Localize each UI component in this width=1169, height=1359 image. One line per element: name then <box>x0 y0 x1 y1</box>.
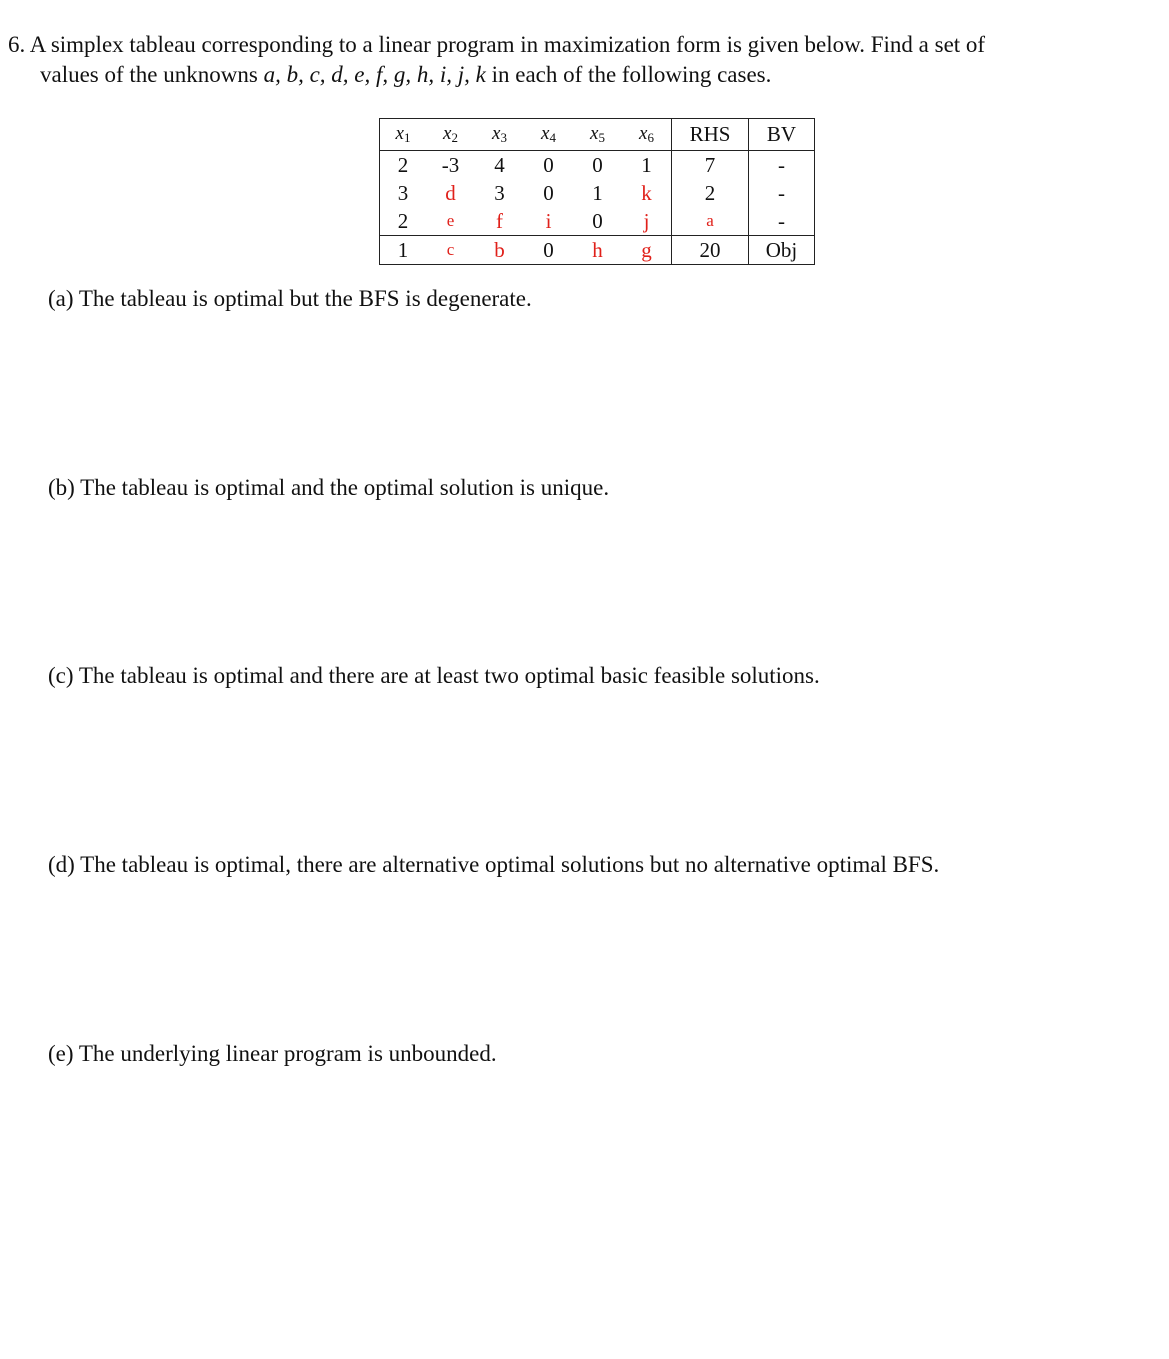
unknown-cell-k: k <box>641 180 652 205</box>
tableau-objective-row <box>380 236 815 265</box>
objective-value-cell: 20 <box>672 236 749 265</box>
cell: 2 <box>380 151 427 180</box>
bv-cell: - <box>749 207 815 236</box>
cell: 1 <box>380 236 427 265</box>
tableau-row-3 <box>380 207 815 236</box>
part-text: The underlying linear program is unbounded. <box>78 1041 497 1066</box>
cell: 3 <box>380 179 427 207</box>
part-b <box>48 473 609 503</box>
cell: -3 <box>441 152 460 177</box>
part-a <box>48 284 532 314</box>
cell: 1 <box>592 180 603 205</box>
cell: 4 <box>494 152 505 177</box>
rhs-cell: 7 <box>672 151 749 180</box>
header-x3: $x_3$ <box>475 119 524 151</box>
part-label: (b) <box>48 475 75 500</box>
part-label: (a) <box>48 286 74 311</box>
question-text <box>8 30 1163 90</box>
unknowns-list: a, b, c, d, e, f, g, h, i, j, k <box>263 62 486 87</box>
part-d <box>48 850 939 880</box>
question-number: 6. <box>8 32 26 57</box>
part-text: The tableau is optimal and there are at least two optimal basic feasible solutions. <box>78 663 820 688</box>
header-x6: $x_6$ <box>622 119 672 151</box>
tableau-row-2 <box>380 179 815 207</box>
header-bv: BV <box>749 119 815 151</box>
header-x5: $x_5$ <box>573 119 622 151</box>
tableau-header-row <box>380 119 815 151</box>
obj-label-cell: Obj <box>749 236 815 265</box>
question-line1-text: A simplex tableau corresponding to a linear program in maximization form is given below. Find a set of <box>29 32 986 57</box>
question-line-1 <box>8 30 1163 60</box>
unknown-cell-d: d <box>445 180 456 205</box>
bv-cell: - <box>749 151 815 180</box>
part-text: The tableau is optimal and the optimal solution is unique. <box>80 475 610 500</box>
unknown-cell-h: h <box>573 236 622 265</box>
simplex-tableau <box>379 118 815 265</box>
header-x2: $x_2$ <box>426 119 475 151</box>
part-label: (e) <box>48 1041 74 1066</box>
tableau-row-1 <box>380 151 815 180</box>
cell: 3 <box>494 180 505 205</box>
cell: 0 <box>592 208 603 233</box>
question-line-2 <box>8 60 1163 90</box>
unknown-cell-i: i <box>545 208 552 233</box>
unknown-cell-e: e <box>446 211 455 230</box>
cell: 0 <box>543 180 554 205</box>
unknown-cell-a: a <box>672 207 749 236</box>
unknown-cell-b: b <box>475 236 524 265</box>
part-e <box>48 1039 497 1069</box>
unknown-cell-c: c <box>426 236 475 265</box>
part-label: (c) <box>48 663 74 688</box>
cell: 1 <box>641 152 652 177</box>
part-c <box>48 661 820 691</box>
unknown-cell-g: g <box>622 236 672 265</box>
question-line2-suffix: in each of the following cases. <box>491 62 772 87</box>
unknown-cell-f: f <box>496 208 503 233</box>
header-rhs: RHS <box>672 119 749 151</box>
cell: 0 <box>592 152 603 177</box>
cell: 0 <box>543 152 554 177</box>
cell: 2 <box>380 207 427 236</box>
cell: 0 <box>524 236 573 265</box>
rhs-cell: 2 <box>672 179 749 207</box>
header-x1: $x_1$ <box>380 119 427 151</box>
header-x4: $x_4$ <box>524 119 573 151</box>
unknown-cell-j: j <box>643 208 650 233</box>
question-line2-prefix: values of the unknowns <box>40 62 258 87</box>
part-text: The tableau is optimal but the BFS is degenerate. <box>78 286 532 311</box>
part-label: (d) <box>48 852 75 877</box>
bv-cell: - <box>749 179 815 207</box>
part-text: The tableau is optimal, there are alternative optimal solutions but no alternative optimal BFS. <box>80 852 940 877</box>
